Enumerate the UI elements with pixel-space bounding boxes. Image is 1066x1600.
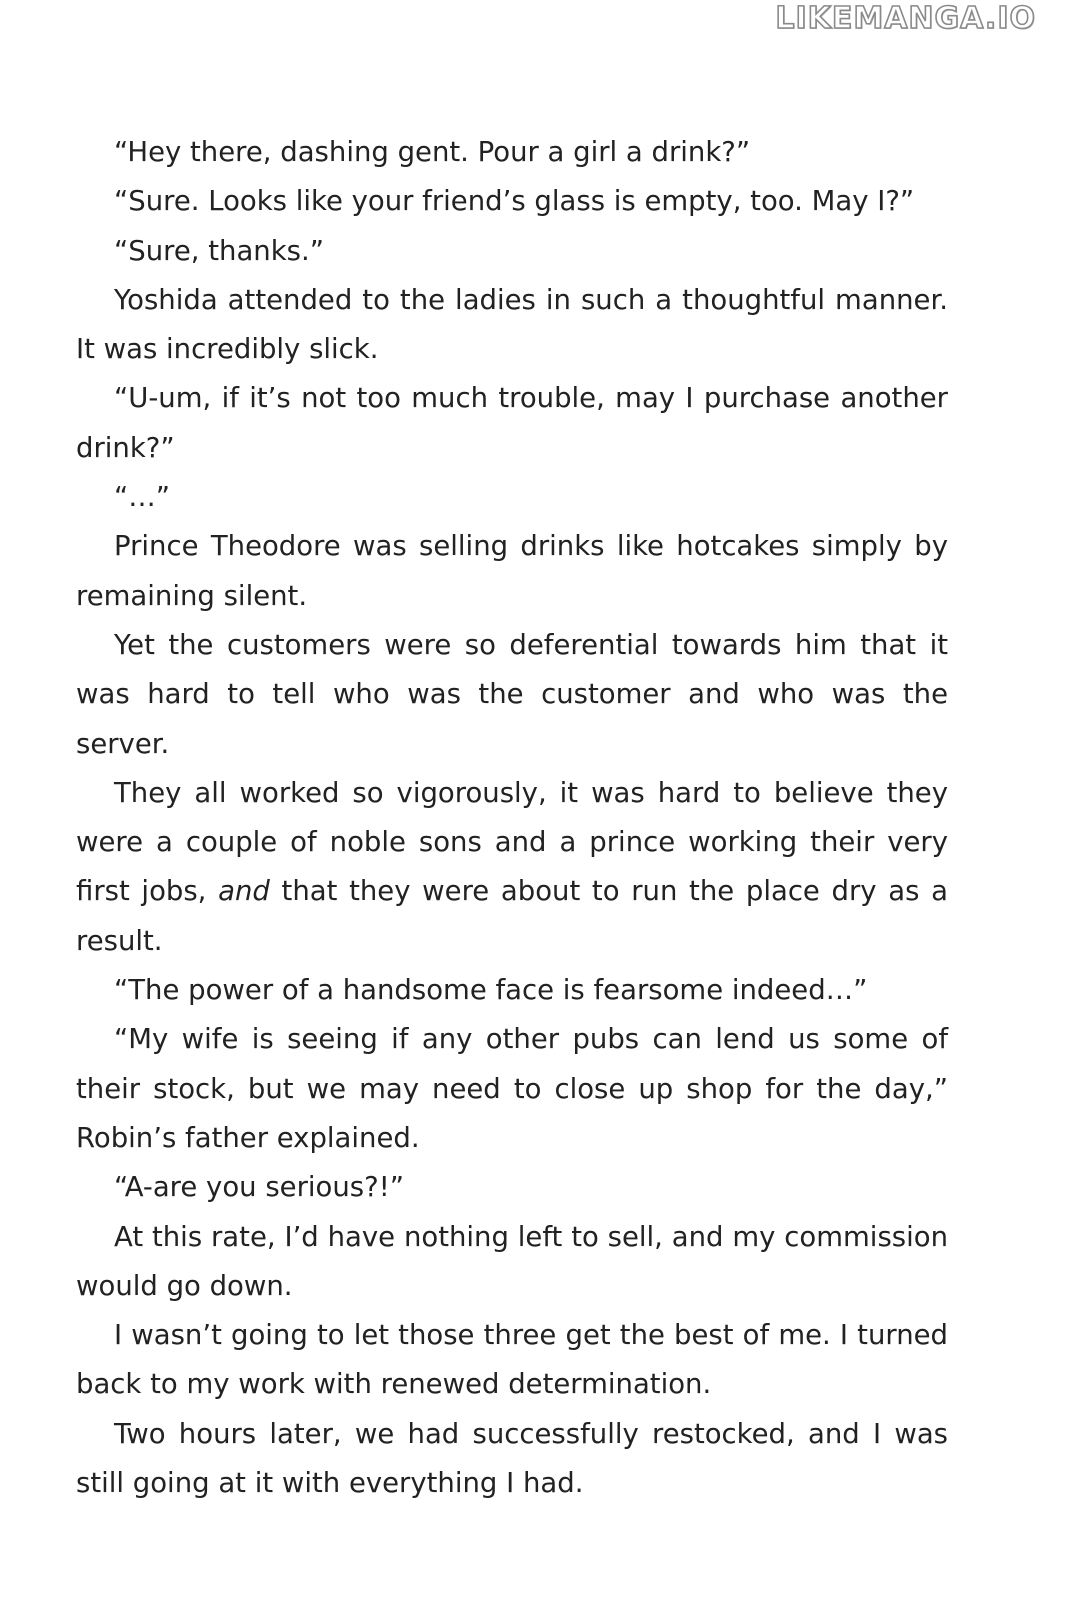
paragraph-text: that they were about to run the place dry as a result. bbox=[76, 875, 948, 957]
paragraph: Yoshida attended to the ladies in such a thoughtful manner. It was incredibly slick. bbox=[76, 283, 948, 366]
paragraph: “Sure, thanks.” bbox=[114, 234, 324, 267]
paragraph: “The power of a handsome face is fearsome indeed…” bbox=[114, 974, 868, 1007]
paragraph: “Sure. Looks like your friend’s glass is empty, too. May I?” bbox=[114, 185, 915, 218]
watermark-logo: LIKEMANGA.IO bbox=[775, 1, 1036, 36]
paragraph-text: They all worked so vigorously, it was hard to believe they were a couple of noble sons and a prince working their very first jobs, bbox=[76, 776, 948, 908]
paragraph: At this rate, I’d have nothing left to sell, and my commission would go down. bbox=[76, 1220, 948, 1302]
page-text bbox=[76, 128, 948, 1508]
paragraph: I wasn’t going to let those three get the best of me. I turned back to my work with renewed determination. bbox=[76, 1319, 948, 1401]
paragraph: Two hours later, we had successfully restocked, and I was still going at it with everything I had. bbox=[76, 1417, 948, 1500]
paragraph: “My wife is seeing if any other pubs can lend us some of their stock, but we may need to close up shop for the day,” Robin’s father explained. bbox=[76, 1023, 948, 1154]
paragraph: Prince Theodore was selling drinks like hotcakes simply by remaining silent. bbox=[76, 530, 948, 612]
paragraph bbox=[76, 769, 948, 966]
paragraph: “A-are you serious?!” bbox=[114, 1171, 404, 1204]
emphasis-text: and bbox=[218, 875, 270, 908]
paragraph: “…” bbox=[114, 481, 170, 514]
paragraph: “Hey there, dashing gent. Pour a girl a drink?” bbox=[114, 136, 751, 168]
paragraph: “U-um, if it’s not too much trouble, may I purchase another drink?” bbox=[76, 382, 948, 464]
paragraph: Yet the customers were so deferential towards him that it was hard to tell who was the customer and who was the server. bbox=[76, 628, 948, 760]
